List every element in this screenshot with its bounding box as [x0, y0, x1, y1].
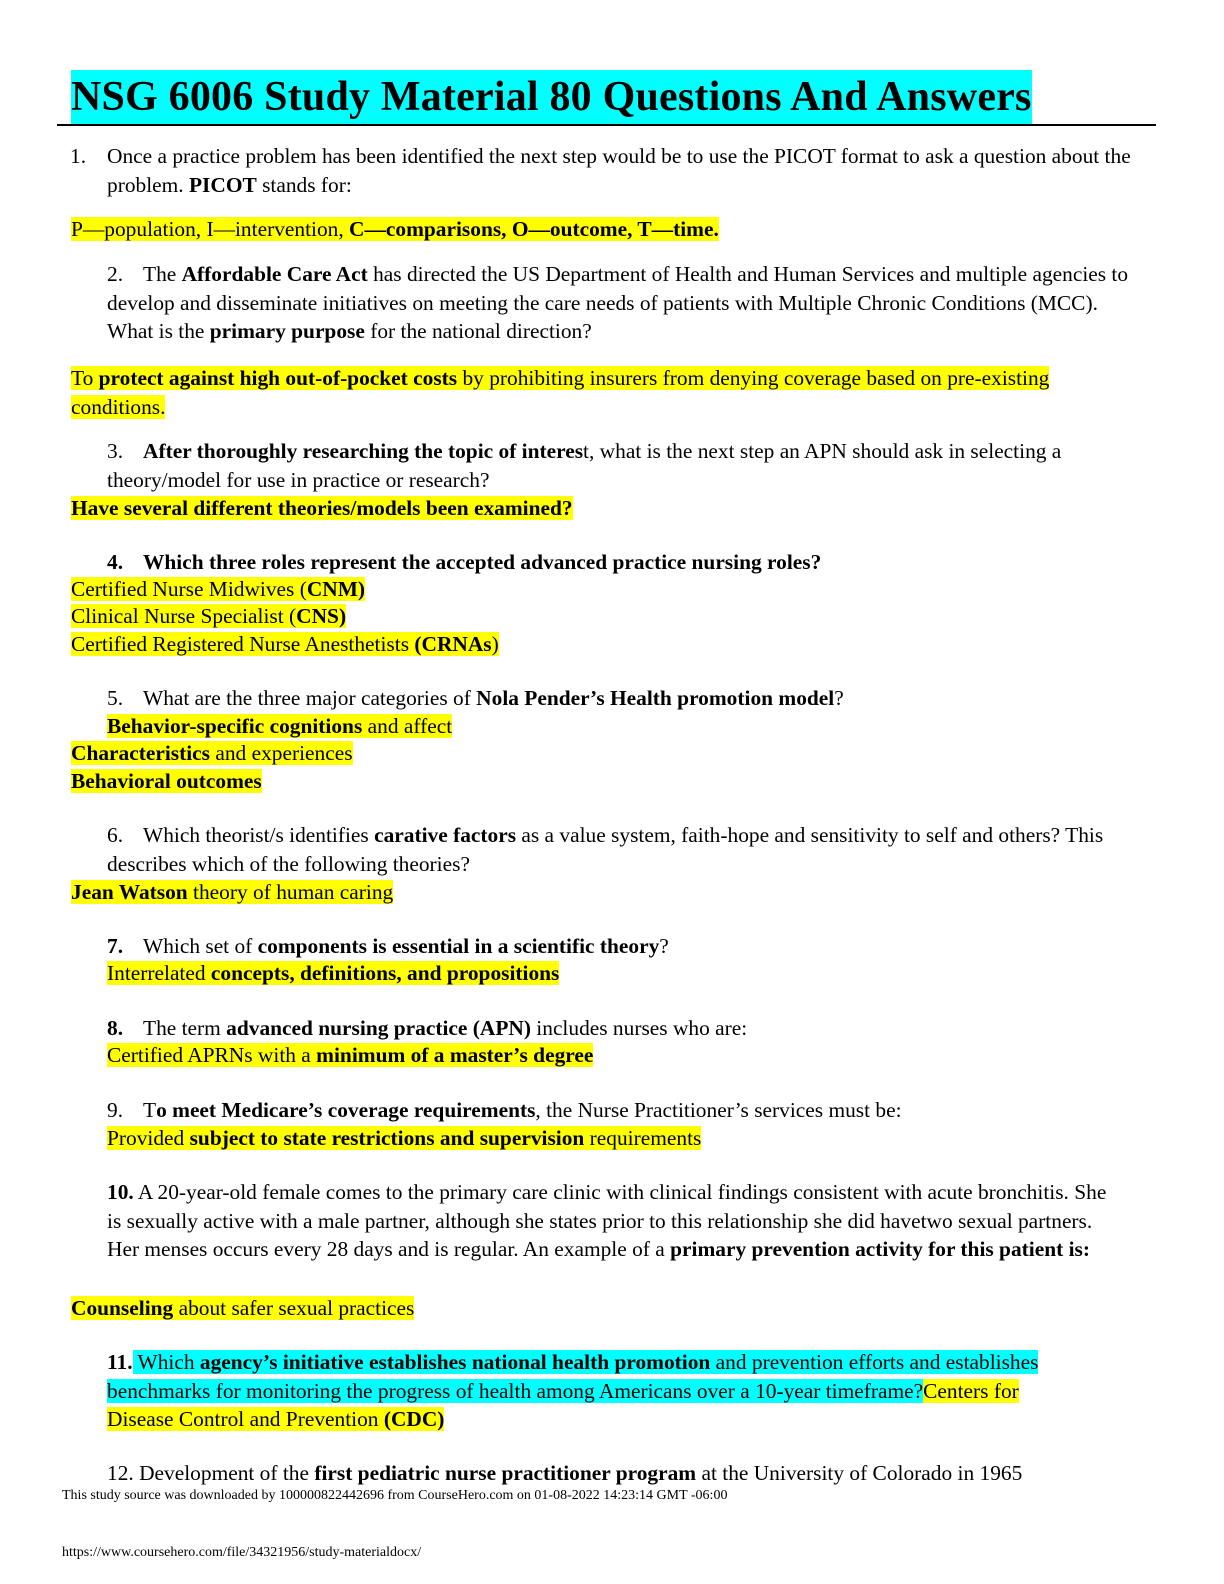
question-1: 1. Once a practice problem has been identified the next step would be to use the PICOT format to ask a question about the problem. PICOT stands for:: [70, 144, 1131, 197]
question-5: 5. What are the three major categories of Nola Pender’s Health promotion model?: [107, 686, 844, 710]
source-url[interactable]: https://www.coursehero.com/file/34321956/study-materialdocx/: [62, 1545, 422, 1560]
answer-4-role-3: Certified Registered Nurse Anesthetists (CRNAs): [71, 632, 499, 656]
question-6: 6. Which theorist/s identifies carative factors as a value system, faith-hope and sensitivity to self and others? This describes which of the following theories?: [107, 823, 1104, 876]
answer-10: Counseling about safer sexual practices: [71, 1296, 415, 1320]
answer-4-role-1: Certified Nurse Midwives (CNM): [71, 577, 366, 601]
question-12: 12. Development of the first pediatric nurse practitioner program at the University of Colorado in 1965: [107, 1461, 1023, 1485]
question-2: 2. The Affordable Care Act has directed the US Department of Health and Human Services and multiple agencies to develop and disseminate initiatives on meeting the care needs of patients with Multiple Chronic Conditions (MCC). What is the primary purpose for the national direction?: [107, 262, 1129, 343]
answer-6: Jean Watson theory of human caring: [71, 880, 394, 904]
question-8: 8. The term advanced nursing practice (APN) includes nurses who are:: [107, 1016, 748, 1040]
answer-8: Certified APRNs with a minimum of a master’s degree: [107, 1043, 594, 1067]
question-number: 1.: [70, 144, 87, 168]
page-title: NSG 6006 Study Material 80 Questions And Answers: [71, 70, 1032, 124]
title-underline: [57, 124, 1156, 126]
answer-4-role-2: Clinical Nurse Specialist (CNS): [71, 604, 347, 628]
question-3: 3. After thoroughly researching the topic of interest, what is the next step an APN should ask in selecting a theory/model for use in practice or research?: [107, 439, 1062, 492]
answer-9: Provided subject to state restrictions and supervision requirements: [107, 1126, 702, 1150]
question-7: 7. Which set of components is essential in a scientific theory?: [107, 934, 669, 958]
download-notice: This study source was downloaded by 100000822442696 from CourseHero.com on 01-08-2022 14:23:14 GMT -06:00: [62, 1488, 728, 1503]
question-10: 10. A 20-year-old female comes to the primary care clinic with clinical findings consistent with acute bronchitis. She is sexually active with a male partner, although she states prior to this relationship she did havetwo sexual partners. Her menses occurs every 28 days and is regular. An example of a primary prevention activity for this patient is:: [107, 1180, 1107, 1261]
question-4: 4. Which three roles represent the accepted advanced practice nursing roles?: [107, 550, 822, 574]
question-9: 9. To meet Medicare’s coverage requirements, the Nurse Practitioner’s services must be:: [107, 1098, 902, 1122]
answer-5-category-3: Behavioral outcomes: [71, 769, 262, 793]
answer-3: Have several different theories/models been examined?: [71, 496, 573, 520]
question-11: 11. Which agency’s initiative establishes national health promotion and prevention efforts and establishes benchmarks for monitoring the progress of health among Americans over a 10-year timeframe?Centers for Disease Control and Prevention (CDC): [107, 1350, 1039, 1431]
answer-5-category-1: Behavior-specific cognitions and affect: [107, 714, 453, 738]
answer-5-category-2: Characteristics and experiences: [71, 741, 353, 765]
answer-7: Interrelated concepts, definitions, and propositions: [107, 961, 560, 985]
answer-1: P—population, I—intervention, C—comparisons, O—outcome, T—time.: [71, 217, 719, 241]
answer-11: Centers for Disease Control and Prevention (CDC): [107, 1378, 1019, 1431]
answer-2: To protect against high out-of-pocket costs by prohibiting insurers from denying coverage based on pre-existing conditions.: [71, 366, 1050, 419]
